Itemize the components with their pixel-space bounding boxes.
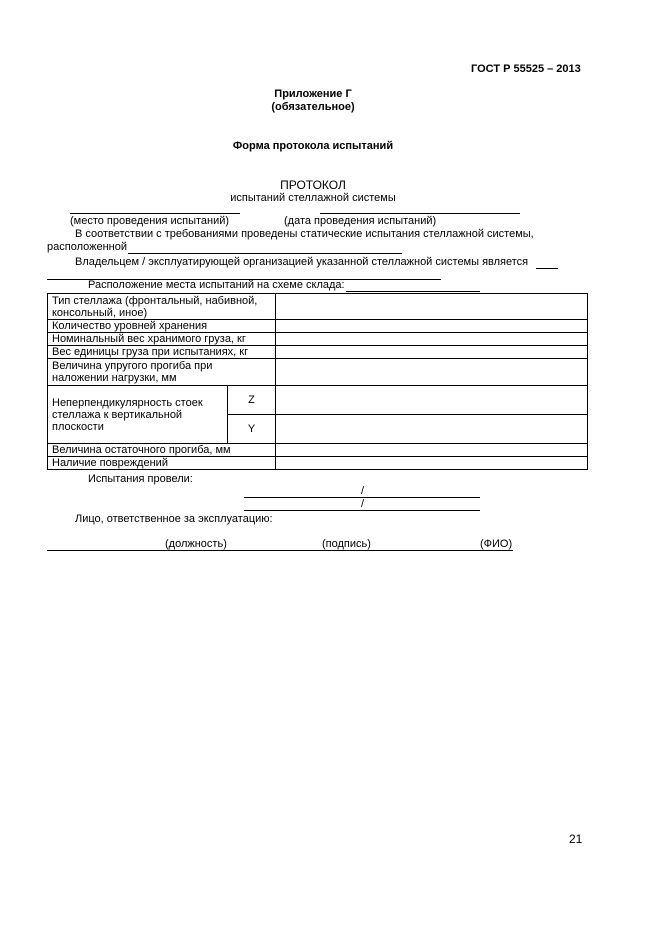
signature-slash-2: / bbox=[361, 498, 365, 510]
compliance-text: В соответствии с требованиями проведены статические испытания стеллажной системы, bbox=[75, 228, 534, 240]
nominal-weight-value[interactable] bbox=[276, 333, 588, 346]
levels-value[interactable] bbox=[276, 320, 588, 333]
table-row bbox=[48, 333, 588, 346]
position-caption: (должность) bbox=[165, 538, 227, 550]
residual-deflection-value[interactable] bbox=[276, 444, 588, 457]
place-line bbox=[70, 213, 240, 214]
table-row bbox=[48, 386, 588, 415]
responsible-signature-line bbox=[47, 550, 513, 551]
page-number: 21 bbox=[569, 832, 583, 846]
axis-y-value[interactable] bbox=[276, 415, 588, 444]
location-text: Расположение места испытаний на схеме склада: bbox=[88, 279, 345, 291]
protocol-subtitle: испытаний стеллажной системы bbox=[230, 192, 396, 204]
table-row bbox=[48, 457, 588, 470]
table-row bbox=[48, 294, 588, 320]
name-caption: (ФИО) bbox=[480, 538, 513, 550]
form-title: Форма протокола испытаний bbox=[232, 140, 394, 152]
table-row bbox=[48, 346, 588, 359]
location-line bbox=[346, 291, 480, 292]
table-row bbox=[48, 444, 588, 457]
place-caption: (место проведения испытаний) bbox=[70, 215, 230, 227]
test-parameters-table bbox=[47, 293, 588, 470]
located-line bbox=[128, 253, 402, 254]
signature-slash-1: / bbox=[361, 485, 365, 497]
rack-type-value[interactable] bbox=[276, 294, 588, 320]
tested-by-label: Испытания провели: bbox=[88, 473, 193, 485]
non-perpendicularity-label: Неперпендикулярность стоек стеллажа к вертикальной плоскости bbox=[48, 386, 228, 444]
table-row bbox=[48, 320, 588, 333]
axis-z-value[interactable] bbox=[276, 386, 588, 415]
nominal-weight-label: Номинальный вес хранимого груза, кг bbox=[48, 333, 276, 346]
residual-deflection-label: Величина остаточного прогиба, мм bbox=[48, 444, 276, 457]
owner-text: Владельцем / эксплуатирующей организацией указанной стеллажной системы является bbox=[75, 256, 529, 268]
date-caption: (дата проведения испытаний) bbox=[284, 215, 437, 227]
signature-caption: (подпись) bbox=[322, 538, 371, 550]
responsible-label: Лицо, ответственное за эксплуатацию: bbox=[75, 513, 273, 525]
table-row bbox=[48, 359, 588, 386]
appendix-title: Приложение Г bbox=[274, 88, 352, 100]
elastic-deflection-value[interactable] bbox=[276, 359, 588, 386]
axis-z-label: Z bbox=[228, 386, 276, 415]
rack-type-label: Тип стеллажа (фронтальный, набивной, консольный, иное) bbox=[48, 294, 276, 320]
located-label: расположенной bbox=[47, 241, 127, 253]
protocol-title: ПРОТОКОЛ bbox=[280, 178, 346, 192]
owner-short-line bbox=[536, 268, 558, 269]
levels-label: Количество уровней хранения bbox=[48, 320, 276, 333]
elastic-deflection-label: Величина упругого прогиба при наложении нагрузки, мм bbox=[48, 359, 276, 386]
unit-weight-label: Вес единицы груза при испытаниях, кг bbox=[48, 346, 276, 359]
date-line bbox=[320, 213, 520, 214]
tester-line-2 bbox=[244, 510, 480, 511]
damage-label: Наличие повреждений bbox=[48, 457, 276, 470]
axis-y-label: Y bbox=[228, 415, 276, 444]
appendix-status: (обязательное) bbox=[271, 101, 355, 113]
unit-weight-value[interactable] bbox=[276, 346, 588, 359]
damage-value[interactable] bbox=[276, 457, 588, 470]
standard-number: ГОСТ Р 55525 – 2013 bbox=[471, 63, 581, 75]
